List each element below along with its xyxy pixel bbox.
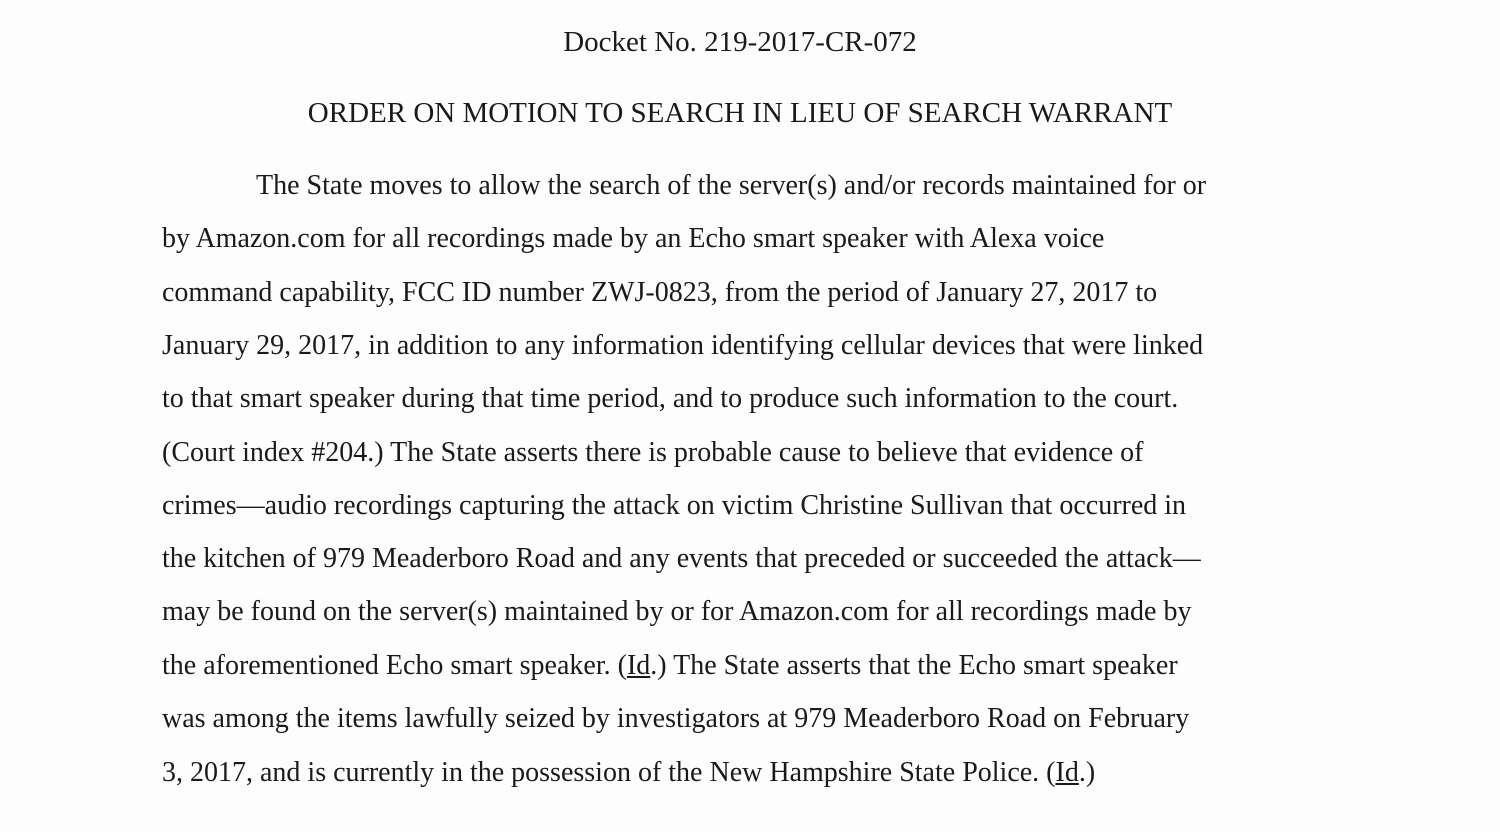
paragraph-line: may be found on the server(s) maintained by or for Amazon.com for all recordings made by — [162, 596, 1192, 627]
order-title: ORDER ON MOTION TO SEARCH IN LIEU OF SEARCH WARRANT — [307, 97, 1173, 129]
line-text: 3, 2017, and is currently in the possession of the New Hampshire State Police. ( — [162, 757, 1056, 788]
docket-number: Docket No. 219-2017-CR-072 — [563, 26, 917, 58]
line-text: .) — [1078, 757, 1096, 788]
paragraph-line: January 29, 2017, in addition to any information identifying cellular devices that were linked — [162, 330, 1204, 361]
paragraph-line — [162, 648, 1178, 684]
paragraph-line: was among the items lawfully seized by investigators at 979 Meaderboro Road on February — [162, 703, 1190, 734]
paragraph-line: The State moves to allow the search of the server(s) and/or records maintained for or — [256, 170, 1207, 201]
paragraph-line: command capability, FCC ID number ZWJ-0823, from the period of January 27, 2017 to — [162, 277, 1158, 308]
paragraph-line: to that smart speaker during that time period, and to produce such information to the court. — [162, 383, 1179, 414]
paragraph-line: (Court index #204.) The State asserts there is probable cause to believe that evidence of — [162, 437, 1144, 468]
paragraph-line: the kitchen of 979 Meaderboro Road and any events that preceded or succeeded the attack— — [162, 543, 1201, 574]
paragraph-line: by Amazon.com for all recordings made by an Echo smart speaker with Alexa voice — [162, 223, 1105, 254]
line-text: the aforementioned Echo smart speaker. ( — [162, 650, 627, 681]
id-citation: Id — [626, 650, 651, 681]
id-citation: Id — [1055, 757, 1079, 788]
paragraph-line: crimes—audio recordings capturing the attack on victim Christine Sullivan that occurred in — [162, 490, 1187, 521]
paragraph-line — [162, 755, 1095, 791]
line-text: .) The State asserts that the Echo smart speaker — [650, 650, 1178, 681]
